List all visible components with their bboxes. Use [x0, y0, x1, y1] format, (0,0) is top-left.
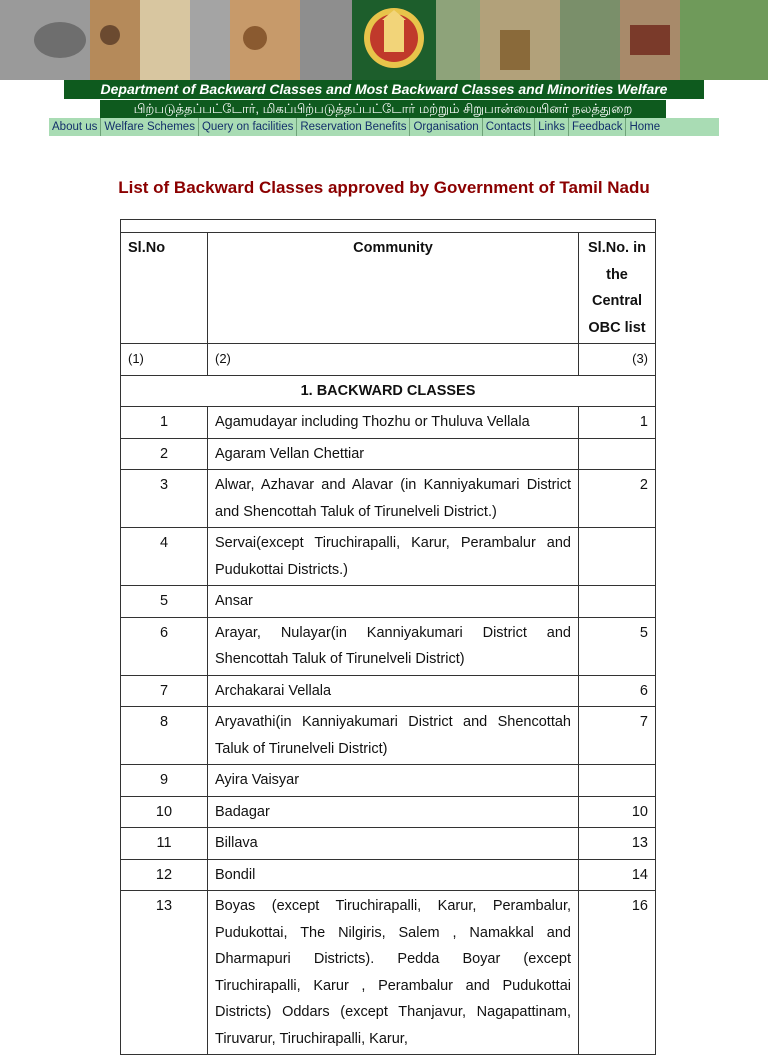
table-row: [121, 438, 656, 470]
table-spacer-row: [121, 220, 656, 233]
department-title: Department of Backward Classes and Most Backward Classes and Minorities Welfare: [64, 80, 704, 99]
index-cell: (1): [121, 344, 208, 376]
table-row: [121, 470, 656, 528]
table-header-row: [121, 233, 656, 344]
cell-community: Agamudayar including Thozhu or Thuluva Vellala: [208, 407, 579, 439]
table-row: [121, 828, 656, 860]
table-row: [121, 796, 656, 828]
nav-query-on-facilities[interactable]: Query on facilities: [199, 118, 297, 136]
nav-bar: [49, 118, 719, 136]
cell-central-obc: 16: [579, 891, 656, 1055]
emblem-icon: [352, 0, 436, 80]
cell-community: Bondil: [208, 859, 579, 891]
table-row: [121, 891, 656, 1055]
cell-central-obc: 1: [579, 407, 656, 439]
section-title: 1. BACKWARD CLASSES: [121, 375, 656, 407]
cell-slno: 8: [121, 707, 208, 765]
backward-classes-table: [120, 219, 656, 1055]
cell-slno: 11: [121, 828, 208, 860]
nav-contacts[interactable]: Contacts: [483, 118, 535, 136]
table-body: [121, 407, 656, 1055]
cell-slno: 6: [121, 617, 208, 675]
cell-slno: 4: [121, 528, 208, 586]
nav-home[interactable]: Home: [629, 121, 661, 133]
cell-community: Arayar, Nulayar(in Kanniyakumari District and Shencottah Taluk of Tirunelveli District): [208, 617, 579, 675]
cell-community: Archakarai Vellala: [208, 675, 579, 707]
cell-slno: 12: [121, 859, 208, 891]
table-row: [121, 675, 656, 707]
nav-feedback[interactable]: Feedback: [569, 118, 627, 136]
cell-community: Billava: [208, 828, 579, 860]
table-row: [121, 528, 656, 586]
cell-central-obc: 10: [579, 796, 656, 828]
cell-community: Servai(except Tiruchirapalli, Karur, Perambalur and Pudukottai Districts.): [208, 528, 579, 586]
cell-central-obc: 13: [579, 828, 656, 860]
cell-slno: 2: [121, 438, 208, 470]
cell-slno: 7: [121, 675, 208, 707]
cell-community: Boyas (except Tiruchirapalli, Karur, Perambalur, Pudukottai, The Nilgiris, Salem , Namakkal and Dharmapuri Districts). Pedda Boyar (except Tiruchirapalli, Karur , Perambalur and Pudukottai Districts) Oddars (except Thanjavur, Nagapattinam, Tiruvarur, Tiruchirapalli, Karur,: [208, 891, 579, 1055]
cell-slno: 1: [121, 407, 208, 439]
cell-community: Aryavathi(in Kanniyakumari District and Shencottah Taluk of Tirunelveli District): [208, 707, 579, 765]
cell-community: Ansar: [208, 586, 579, 618]
cell-community: Alwar, Azhavar and Alavar (in Kanniyakumari District and Shencottah Taluk of Tirunelveli District.): [208, 470, 579, 528]
cell-central-obc: [579, 438, 656, 470]
table-row: [121, 586, 656, 618]
cell-central-obc: [579, 765, 656, 797]
cell-community: Ayira Vaisyar: [208, 765, 579, 797]
nav-about-us[interactable]: About us: [49, 118, 101, 136]
cell-central-obc: 5: [579, 617, 656, 675]
table-row: [121, 707, 656, 765]
cell-community: Agaram Vellan Chettiar: [208, 438, 579, 470]
cell-central-obc: 7: [579, 707, 656, 765]
table-row: [121, 859, 656, 891]
cell-central-obc: 14: [579, 859, 656, 891]
table-row: [121, 407, 656, 439]
header-banner: [0, 0, 768, 80]
table-index-row: [121, 344, 656, 376]
cell-slno: 9: [121, 765, 208, 797]
cell-central-obc: [579, 528, 656, 586]
table-row: [121, 617, 656, 675]
table-row: [121, 765, 656, 797]
nav-reservation-benefits[interactable]: Reservation Benefits: [297, 118, 410, 136]
tamilnadu-emblem: [352, 0, 436, 80]
header-slno: Sl.No: [121, 233, 208, 344]
index-cell: (2): [208, 344, 579, 376]
nav-links[interactable]: Links: [535, 118, 569, 136]
cell-central-obc: [579, 586, 656, 618]
page-title: List of Backward Classes approved by Government of Tamil Nadu: [118, 178, 650, 197]
index-cell: (3): [579, 344, 656, 376]
cell-slno: 5: [121, 586, 208, 618]
cell-community: Badagar: [208, 796, 579, 828]
cell-slno: 3: [121, 470, 208, 528]
department-title-tamil: பிற்படுத்தப்பட்டோர், மிகப்பிற்படுத்தப்பட்டோர் மற்றும் சிறுபான்மையினர் நலத்துறை: [100, 100, 666, 118]
cell-slno: 10: [121, 796, 208, 828]
header-central-obc: Sl.No. in the Central OBC list: [579, 233, 656, 344]
cell-slno: 13: [121, 891, 208, 1055]
nav-welfare-schemes[interactable]: Welfare Schemes: [101, 118, 199, 136]
header-community: Community: [208, 233, 579, 344]
cell-central-obc: 2: [579, 470, 656, 528]
cell-central-obc: 6: [579, 675, 656, 707]
section-row: [121, 375, 656, 407]
nav-organisation[interactable]: Organisation: [410, 118, 482, 136]
